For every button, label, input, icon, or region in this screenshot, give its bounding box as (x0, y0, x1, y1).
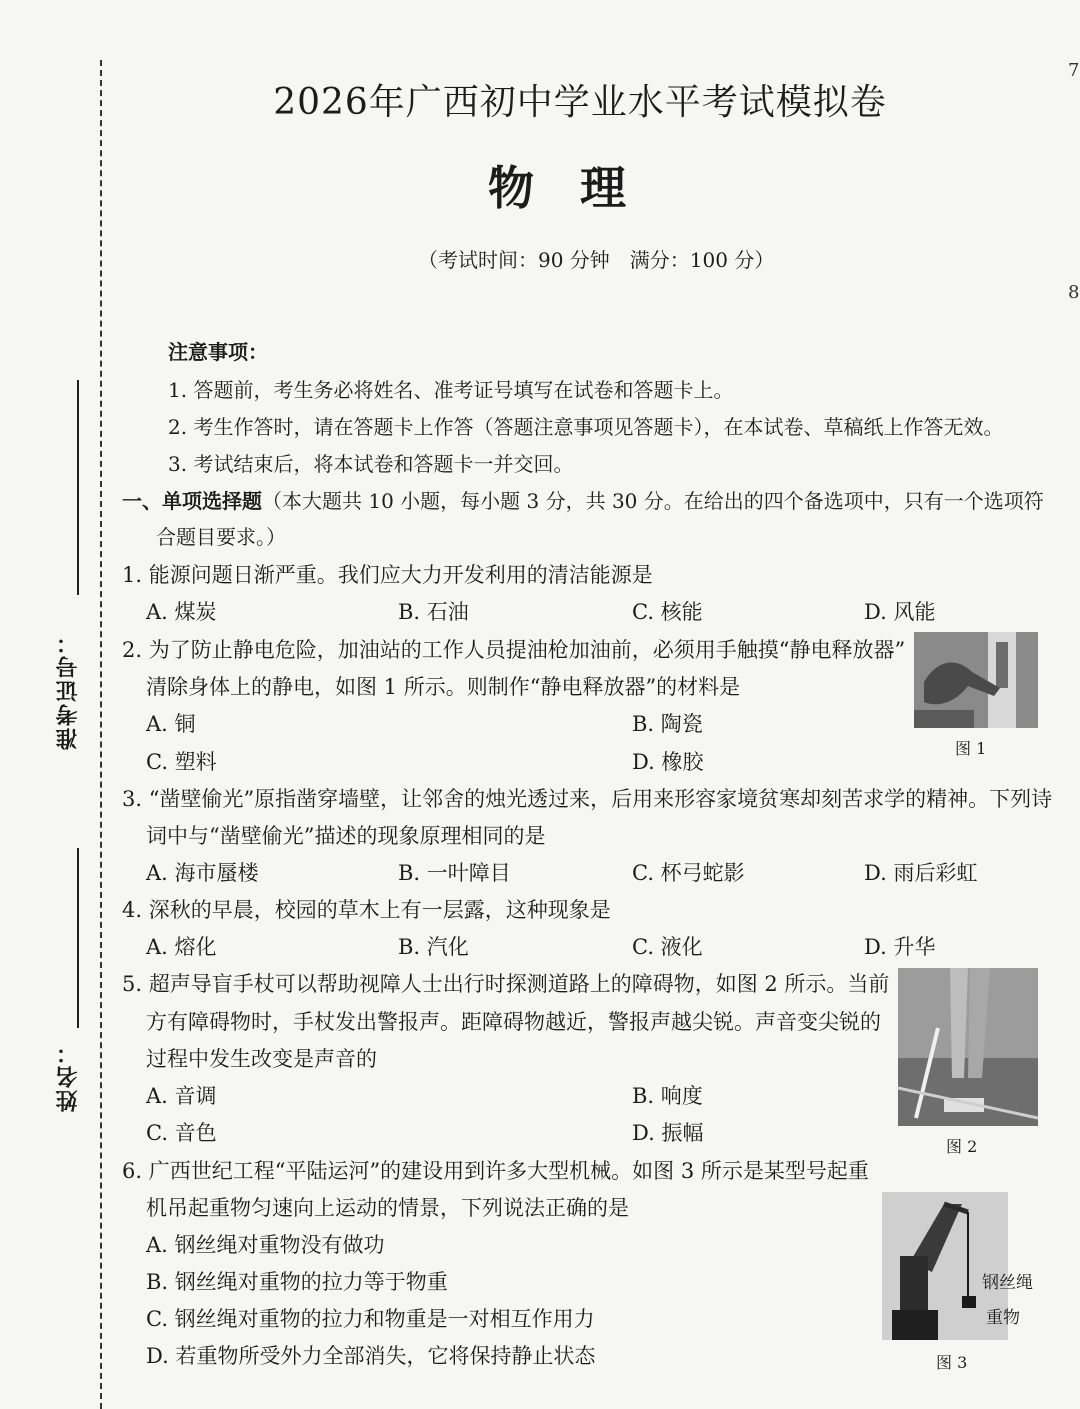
option-d: D. 风能 (864, 600, 936, 624)
figure-1-image (914, 632, 1038, 728)
option-a: A. 音调 (146, 1084, 217, 1108)
notice-heading: 注意事项： (168, 340, 268, 364)
figure-2-image (898, 968, 1038, 1126)
notice-item: 3. 考试结束后，将本试卷和答题卡一并交回。 (168, 452, 574, 476)
question-stem-cont: 过程中发生改变是声音的 (146, 1047, 377, 1071)
exam-title: 2026年广西初中学业水平考试模拟卷 (273, 82, 887, 123)
question-stem: 4. 深秋的早晨，校园的草木上有一层露，这种现象是 (122, 898, 611, 922)
exam-id-label: 准考证号： (55, 630, 81, 750)
name-label: 姓名： (55, 1040, 81, 1112)
option-c: C. 钢丝绳对重物的拉力和物重是一对相互作用力 (146, 1307, 595, 1331)
question-stem: 1. 能源问题日渐严重。我们应大力开发利用的清洁能源是 (122, 563, 653, 587)
section-desc-cont: 合题目要求。） (156, 525, 286, 549)
exam-id-write-line[interactable] (77, 380, 79, 595)
option-b: B. 一叶障目 (398, 861, 511, 885)
option-c: C. 核能 (632, 600, 703, 624)
section-title: 一、单项选择题 (122, 489, 262, 513)
option-c: C. 液化 (632, 935, 703, 959)
question-stem: 3. “凿壁偷光”原指凿穿墙壁，让邻舍的烛光透过来，后用来形容家境贫寒却刻苦求学的精神。下列诗 (122, 787, 1053, 811)
edge-mark: 7 (1068, 60, 1080, 81)
option-a: A. 钢丝绳对重物没有做功 (146, 1233, 385, 1257)
option-b: B. 陶瓷 (632, 712, 703, 736)
figure-label-load: 重物 (986, 1308, 1020, 1328)
option-a: A. 煤炭 (146, 600, 217, 624)
question-stem-cont: 方有障碍物时，手杖发出警报声。距障碍物越近，警报声越尖锐。声音变尖锐的 (146, 1010, 881, 1034)
option-b: B. 响度 (632, 1084, 703, 1108)
subject-title: 物理 (488, 161, 672, 215)
binding-dashed-line (100, 60, 102, 1409)
question-stem: 6. 广西世纪工程“平陆运河”的建设用到许多大型机械。如图 3 所示是某型号起重 (122, 1159, 869, 1183)
option-a: A. 铜 (146, 712, 196, 736)
option-c: C. 杯弓蛇影 (632, 861, 745, 885)
section-heading (122, 485, 1044, 514)
option-b: B. 石油 (398, 600, 469, 624)
notice-item: 1. 答题前，考生务必将姓名、准考证号填写在试卷和答题卡上。 (168, 378, 734, 402)
question-stem-cont: 清除身体上的静电，如图 1 所示。则制作“静电释放器”的材料是 (146, 675, 741, 699)
figure-3-caption: 图 3 (936, 1353, 968, 1372)
option-b: B. 汽化 (398, 935, 469, 959)
option-c: C. 音色 (146, 1121, 217, 1145)
option-c: C. 塑料 (146, 750, 217, 774)
option-d: D. 升华 (864, 935, 936, 959)
exam-info: （考试时间：90 分钟 满分：100 分） (418, 248, 775, 272)
option-d: D. 雨后彩虹 (864, 861, 978, 885)
figure-1-caption: 图 1 (955, 739, 987, 758)
hand-touch-icon (914, 632, 1038, 728)
edge-mark: 8 (1068, 282, 1080, 303)
option-d: D. 橡胶 (632, 750, 704, 774)
option-a: A. 海市蜃楼 (146, 861, 259, 885)
question-stem: 5. 超声导盲手杖可以帮助视障人士出行时探测道路上的障碍物，如图 2 所示。当前 (122, 972, 890, 996)
notice-item: 2. 考生作答时，请在答题卡上作答（答题注意事项见答题卡），在本试卷、草稿纸上作答无效。 (168, 415, 1004, 439)
blind-cane-icon (898, 968, 1038, 1126)
question-stem-cont: 机吊起重物匀速向上运动的情景，下列说法正确的是 (146, 1196, 629, 1220)
figure-2-caption: 图 2 (946, 1137, 978, 1156)
question-stem: 2. 为了防止静电危险，加油站的工作人员提油枪加油前，必须用手触摸“静电释放器” (122, 638, 906, 662)
name-write-line[interactable] (77, 848, 79, 1028)
section-desc: （本大题共 10 小题，每小题 3 分，共 30 分。在给出的四个备选项中，只有一个选项符 (262, 489, 1044, 513)
option-b: B. 钢丝绳对重物的拉力等于物重 (146, 1270, 448, 1294)
option-d: D. 若重物所受外力全部消失，它将保持静止状态 (146, 1344, 596, 1368)
question-stem-cont: 词中与“凿壁偷光”描述的现象原理相同的是 (146, 824, 546, 848)
option-a: A. 熔化 (146, 935, 217, 959)
figure-label-wire-rope: 钢丝绳 (982, 1273, 1033, 1293)
option-d: D. 振幅 (632, 1121, 704, 1145)
